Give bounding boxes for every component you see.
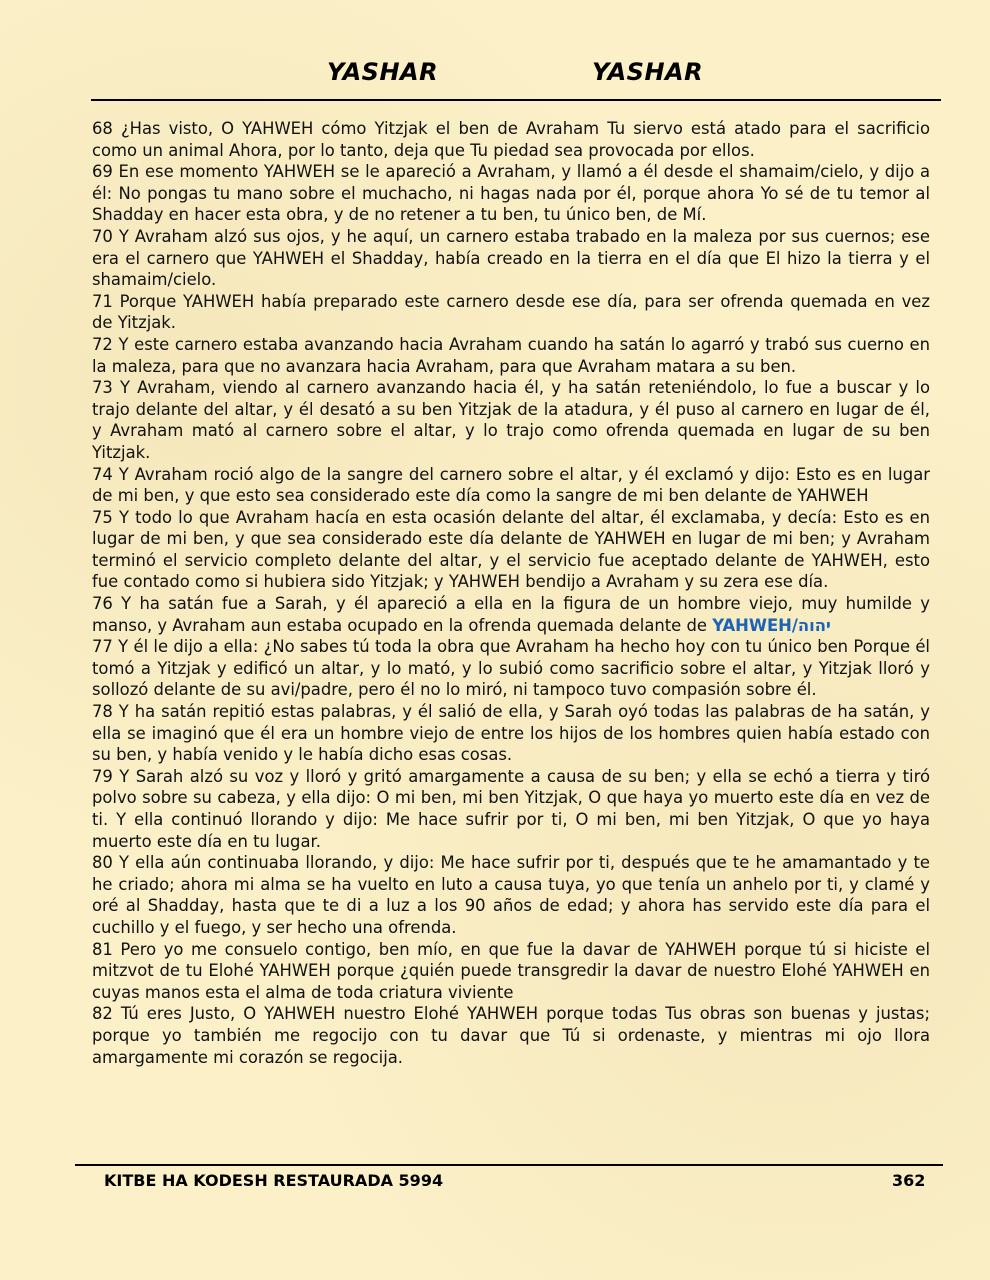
verse-78: 78 Y ha satán repitió estas palabras, y él salió de ella, y Sarah oyó todas las palabras de ha satán, y ella se imaginó que él era un hombre viejo de entre los hijos de los hombres quien había estado con su ben, y había venido y le había dicho esas cosas.: [92, 702, 930, 765]
verse-69: 69 En ese momento YAHWEH se le apareció a Avraham, y llamó a él desde el shamaim/cielo, y dijo a él: No pongas tu mano sobre el muchacho, ni hagas nada por él, porque ahora Yo sé de tu temor al Shadday en hacer esta obra, y de no retener a tu ben, tu único ben, de Mí.: [92, 162, 930, 225]
verse-82: 82 Tú eres Justo, O YAHWEH nuestro Elohé YAHWEH porque todas Tus obras son buenas y justas; porque yo también me regocijo con tu davar que Tú si ordenaste, y mientras mi ojo llora amargamente mi corazón se regocija.: [92, 1004, 930, 1067]
verse-73: 73 Y Avraham, viendo al carnero avanzando hacia él, y ha satán reteniéndolo, lo fue a buscar y lo trajo delante del altar, y él desató a su ben Yitzjak de la atadura, y él puso al carnero en lugar de él, y Avraham mató al carnero sobre el altar, y lo trajo como ofrenda quemada en lugar de su ben Yitzjak.: [92, 378, 930, 462]
divine-name: YAHWEH/יהוה: [712, 615, 831, 635]
verse-72: 72 Y este carnero estaba avanzando hacia Avraham cuando ha satán lo agarró y trabó sus cuerno en la maleza, para que no avanzara hacia Avraham, para que Avraham matara a su ben.: [92, 334, 930, 376]
verse-68: 68 ¿Has visto, O YAHWEH cómo Yitzjak el ben de Avraham Tu siervo está atado para el sacrificio como un animal Ahora, por lo tanto, deja que Tu piedad sea provocada por ellos.: [92, 119, 930, 160]
verse-76-text: 76 Y ha satán fue a Sarah, y él apareció a ella en la figura de un hombre viejo, muy humilde y manso, y Avraham aun estaba ocupado en la ofrenda quemada delante de: [92, 594, 930, 635]
verse-74: 74 Y Avraham roció algo de la sangre del carnero sobre el altar, y él exclamó y dijo: Esto es en lugar de mi ben, y que esto sea considerado este día como la sangre de mi ben delante de YAHWEH: [92, 464, 930, 506]
verse-80: 80 Y ella aún continuaba llorando, y dijo: Me hace sufrir por ti, después que te he amamantado y te he criado; ahora mi alma se ha vuelto en luto a causa tuya, yo que tenía un anhelo por ti, y clamé y oré al Shadday, hasta que te di a luz a los 90 años de edad; y ahora has servido este día para el cuchillo y el fuego, y ser hecho una ofrenda.: [92, 853, 930, 937]
page-header: [0, 58, 990, 92]
footer-book-title: KITBE HA KODESH RESTAURADA 5994: [104, 1171, 444, 1190]
header-title-left: YASHAR: [327, 58, 439, 86]
header-title-right: YASHAR: [592, 58, 704, 86]
verse-81: 81 Pero yo me consuelo contigo, ben mío, en que fue la davar de YAHWEH porque tú si hiciste el mitzvot de tu Elohé YAHWEH porque ¿quién puede transgredir la davar de nuestro Elohé YAHWEH en cuyas manos esta el alma de toda criatura viviente: [92, 939, 930, 1002]
body-text: [92, 118, 930, 1068]
verse-75: 75 Y todo lo que Avraham hacía en esta ocasión delante del altar, él exclamaba, y decía: Esto es en lugar de mi ben, y que sea considerado este día delante de YAHWEH en lugar de mi ben; y Avraham terminó el servicio completo delante del altar, y el servicio fue aceptado delante de YAHWEH, esto fue contado como si hubiera sido Yitzjak; y YAHWEH bendijo a Avraham y su zera ese día.: [92, 507, 930, 592]
verse-76: [92, 593, 930, 636]
header-divider: [91, 99, 941, 101]
verse-77: 77 Y él le dijo a ella: ¿No sabes tú toda la obra que Avraham ha hecho hoy con tu único ben Porque él tomó a Yitzjak y edificó un altar, y lo mató, y lo subió como sacrificio sobre el altar, y Yitzjak lloró y sollozó delante de su avi/padre, pero él no lo miró, ni tampoco tuvo compasión sobre él.: [92, 637, 930, 700]
verse-70: 70 Y Avraham alzó sus ojos, y he aquí, un carnero estaba trabado en la maleza por sus cuernos; ese era el carnero que YAHWEH el Shadday, había creado en la tierra en el día que El hizo la tierra y el shamaim/cielo.: [92, 226, 930, 290]
verse-71: 71 Porque YAHWEH había preparado este carnero desde ese día, para ser ofrenda quemada en vez de Yitzjak.: [92, 291, 930, 333]
footer-divider: [75, 1164, 943, 1166]
footer-page-number: 362: [892, 1171, 926, 1190]
verse-79: 79 Y Sarah alzó su voz y lloró y gritó amargamente a causa de su ben; y ella se echó a tierra y tiró polvo sobre su cabeza, y ella dijo: O mi ben, mi ben Yitzjak, O que haya yo muerto este día en vez de ti. Y ella continuó llorando y dijo: Me hace sufrir por ti, O mi ben, mi ben Yitzjak, O que yo haya muerto este día en tu lugar.: [92, 766, 930, 851]
